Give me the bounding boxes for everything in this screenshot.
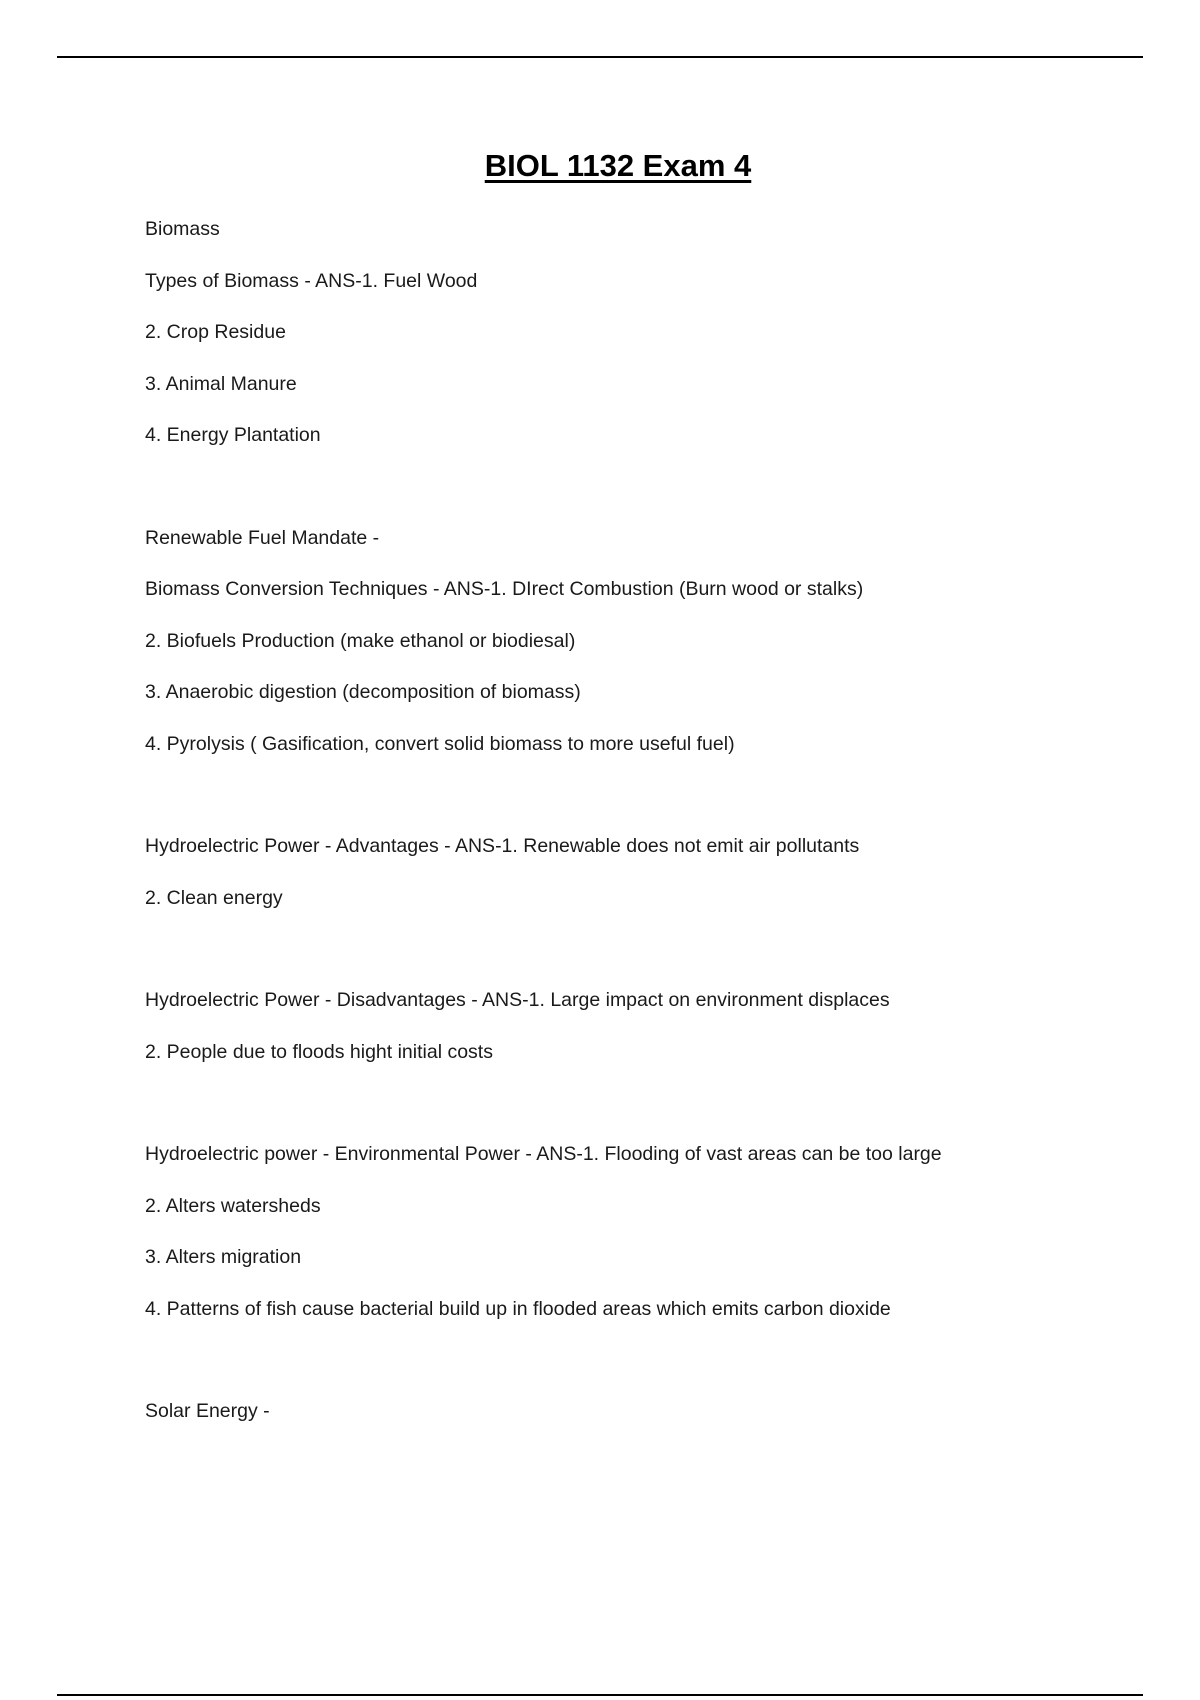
text-line: Biomass Conversion Techniques - ANS-1. DIrect Combustion (Burn wood or stalks) — [145, 578, 864, 600]
text-line: 4. Patterns of fish cause bacterial build up in flooded areas which emits carbon dioxide — [145, 1298, 891, 1320]
text-line: 2. Alters watersheds — [145, 1195, 321, 1217]
text-line: 2. Clean energy — [145, 887, 283, 909]
text-line: 2. People due to floods hight initial costs — [145, 1041, 493, 1063]
text-line: Hydroelectric Power - Advantages - ANS-1. Renewable does not emit air pollutants — [145, 835, 860, 857]
document-title: BIOL 1132 Exam 4 — [484, 148, 752, 183]
text-line: Solar Energy - — [145, 1400, 270, 1422]
text-line: Hydroelectric Power - Disadvantages - ANS-1. Large impact on environment displaces — [145, 989, 890, 1011]
text-line: Hydroelectric power - Environmental Power - ANS-1. Flooding of vast areas can be too large — [145, 1143, 942, 1165]
text-line: Renewable Fuel Mandate - — [145, 527, 380, 549]
text-line: Biomass — [145, 218, 220, 240]
text-line: 3. Alters migration — [145, 1246, 302, 1268]
text-line: 3. Animal Manure — [145, 373, 297, 395]
text-line: 4. Energy Plantation — [145, 424, 321, 446]
text-line: 2. Biofuels Production (make ethanol or biodiesal) — [145, 630, 576, 652]
text-line: 4. Pyrolysis ( Gasification, convert solid biomass to more useful fuel) — [145, 733, 735, 755]
header-rule — [57, 56, 1143, 58]
text-line: Types of Biomass - ANS-1. Fuel Wood — [145, 270, 478, 292]
text-line: 3. Anaerobic digestion (decomposition of biomass) — [145, 681, 581, 703]
text-line: 2. Crop Residue — [145, 321, 286, 343]
footer-rule — [57, 1694, 1143, 1696]
